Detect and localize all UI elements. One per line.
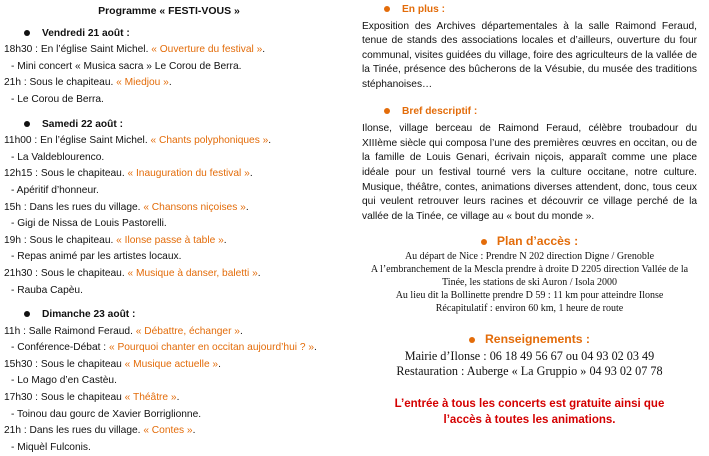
program-entry: 15h30 : Sous le chapiteau « Musique actuelle ». [4,358,221,370]
program-entry: 21h : Dans les rues du village. « Contes ». [4,425,196,437]
program-entry: 18h30 : En l’église Saint Michel. « Ouverture du festival ». [4,44,266,56]
program-detail: - La Valdeblourenco. [11,151,105,163]
program-entry: 12h15 : Sous le chapiteau. « Inauguration du festival ». [4,168,253,180]
program-entry: 11h : Salle Raimond Feraud. « Débattre, échanger ». [4,325,243,337]
bullet-icon [384,6,390,12]
day-heading: Vendredi 21 août : [4,26,344,43]
plan-line: Au départ de Nice : Prendre N 202 direction Digne / Grenoble [404,250,655,262]
bullet-icon [469,337,475,343]
program-entry: 17h30 : Sous le chapiteau « Théâtre ». [4,392,180,404]
day-heading: Samedi 22 août : [4,117,344,134]
plan-heading: Plan d’accès : [362,234,697,249]
info-column [362,0,697,428]
plan-line: Récapitulatif : environ 60 km, 1 heure de route [435,302,624,314]
rens-line: Restauration : Auberge « La Gruppio » 04 93 02 07 78 [396,363,663,378]
program-detail: - Apéritif d’honneur. [11,184,99,196]
program-detail: - Repas animé par les artistes locaux. [11,251,182,263]
bullet-icon [481,239,487,245]
program-detail: - Toinou dau gourc de Xavier Borriglionne. [11,408,202,420]
program-entry: 21h30 : Sous le chapiteau. « Musique à danser, baletti ». [4,267,261,279]
program-detail: - Miquèl Fulconis. [11,441,91,453]
plan-lines [362,250,697,315]
program-detail: - Le Corou de Berra. [11,93,104,105]
day-heading: Dimanche 23 août : [4,307,344,324]
program-entry: 19h : Sous le chapiteau. « Ilonse passe à table ». [4,234,227,246]
rens-heading: Renseignements : [362,332,697,347]
bref-heading: Bref descriptif : [362,105,697,120]
bullet-icon [384,108,390,114]
en-plus-text: Exposition des Archives départementales à la salle Raimond Feraud, tenue de stands des associations locales et d’ailleurs, ouverture du four communal, visites guidées du village, foire des agriculteurs de la vallée de la Tinée, présence des bûcherons de la Vésubie, du musée des traditions stéphanoises… [362,20,697,90]
bref-text: Ilonse, village berceau de Raimond Feraud, célèbre troubadour du XIIIème siècle qui composa l’une des premières œuvres en occitan, ou de la famille de Louis Genari, écrivain niçois, apparaît comme une place idéale pour un festival tourné vers la culture occitane, notre culture. Musique, théâtre, contes, animations diverses attendent, donc, tous ceux qui veulent retrouver leurs racines et découvrir ce village perché de la vallée de la Tinée, ce village au « bout du monde ». [362,123,697,222]
program-entry: 11h00 : En l’église Saint Michel. « Chants polyphoniques ». [4,135,272,147]
program-detail: - Mini concert « Musica sacra » Le Corou de Berra. [11,60,242,72]
bullet-icon [24,311,30,317]
plan-line: A l’embranchement de la Mescla prendre à droite D 2205 direction Vallée de la Tinée, les stations de ski Auron / Isola 2000 [370,263,689,288]
free-entry-note: L’entrée à tous les concerts est gratuite ainsi que l’accès à toutes les animations. [394,397,665,426]
bullet-icon [24,30,30,36]
plan-line: Au lieu dit la Bollinette prendre D 59 : 11 km pour atteindre Ilonse [395,289,664,301]
bullet-icon [24,121,30,127]
program-detail: - Lo Mago d’en Castèu. [11,375,117,387]
rens-lines [362,349,697,379]
program-detail: - Conférence-Débat : « Pourquoi chanter en occitan aujourd’hui ? ». [11,342,317,354]
program-entry: 21h : Sous le chapiteau. « Miedjou ». [4,77,172,89]
program-column [4,0,344,456]
rens-line: Mairie d’Ilonse : 06 18 49 56 67 ou 04 93 02 03 49 [404,348,655,363]
program-detail: - Rauba Capèu. [11,284,83,296]
en-plus-heading: En plus : [362,3,697,18]
program-title: Programme « FESTI-VOUS » [98,5,240,17]
program-entry: 15h : Dans les rues du village. « Chansons niçoises ». [4,201,249,213]
program-days [4,26,344,456]
program-detail: - Gigi de Nissa de Louis Pastorelli. [11,218,167,230]
